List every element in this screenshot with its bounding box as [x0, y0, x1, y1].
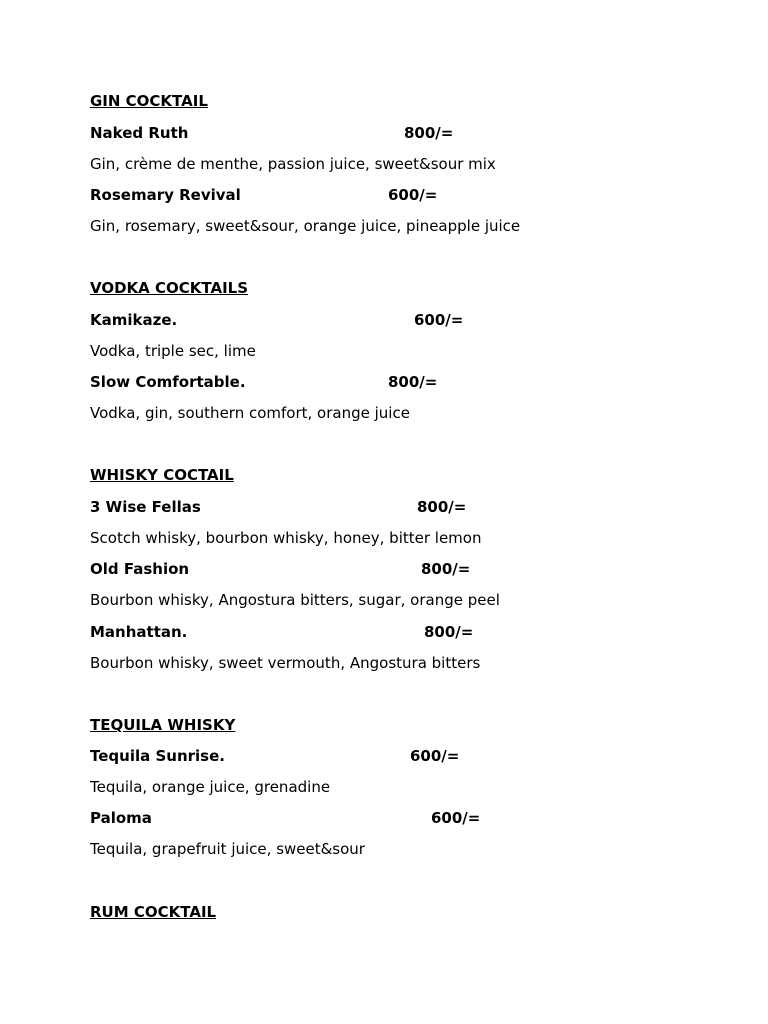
item-price: 800/= [421, 560, 471, 578]
item-name: 3 Wise Fellas [90, 498, 201, 516]
item-ingredients: Bourbon whisky, Angostura bitters, sugar, orange peel [90, 591, 500, 609]
item-price: 800/= [388, 373, 438, 391]
item-name: Slow Comfortable. [90, 373, 246, 391]
item-name: Naked Ruth [90, 124, 189, 142]
item-ingredients: Vodka, gin, southern comfort, orange juice [90, 404, 410, 422]
item-price: 800/= [417, 498, 467, 516]
item-ingredients: Bourbon whisky, sweet vermouth, Angostura bitters [90, 654, 481, 672]
item-price: 800/= [404, 124, 454, 142]
item-name: Rosemary Revival [90, 186, 241, 204]
section-heading-whisky: WHISKY COCTAIL [90, 466, 234, 484]
item-price: 600/= [431, 809, 481, 827]
item-name: Tequila Sunrise. [90, 747, 225, 765]
item-price: 600/= [414, 311, 464, 329]
item-name: Manhattan. [90, 623, 188, 641]
section-heading-rum: RUM COCKTAIL [90, 903, 217, 921]
section-heading-vodka: VODKA COCKTAILS [90, 279, 249, 297]
item-name: Paloma [90, 809, 152, 827]
item-name: Kamikaze. [90, 311, 178, 329]
item-ingredients: Tequila, grapefruit juice, sweet&sour [90, 840, 365, 858]
item-name: Old Fashion [90, 560, 190, 578]
item-ingredients: Tequila, orange juice, grenadine [90, 778, 331, 796]
item-ingredients: Vodka, triple sec, lime [90, 342, 256, 360]
item-price: 600/= [410, 747, 460, 765]
item-ingredients: Gin, crème de menthe, passion juice, sweet&sour mix [90, 155, 496, 173]
item-price: 800/= [424, 623, 474, 641]
item-ingredients: Scotch whisky, bourbon whisky, honey, bitter lemon [90, 529, 482, 547]
section-heading-gin: GIN COCKTAIL [90, 92, 208, 110]
item-price: 600/= [388, 186, 438, 204]
item-ingredients: Gin, rosemary, sweet&sour, orange juice, pineapple juice [90, 217, 521, 235]
section-heading-tequila: TEQUILA WHISKY [90, 716, 236, 734]
